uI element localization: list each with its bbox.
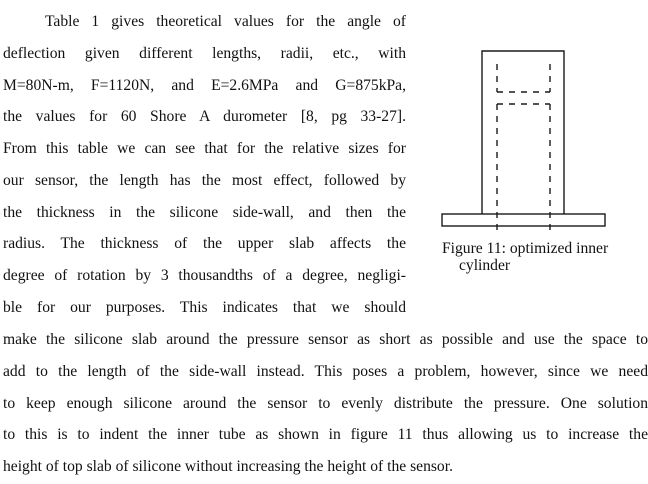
text-line: degree of rotation by 3 thousandths of a degree, negligi- [3, 267, 406, 284]
text-line: From this table we can see that for the relative sizes for [3, 140, 406, 157]
outer-cylinder-outline [482, 51, 564, 214]
figure-caption [442, 240, 642, 274]
text-line: our sensor, the length has the most effect, followed by [3, 171, 406, 189]
lower-inner-dashed-section [497, 104, 550, 230]
body-paragraph-bottom [3, 324, 648, 483]
text-line: the values for 60 Shore A durometer [8, pg 33-27]. [3, 108, 406, 126]
text-line: M=80N-m, F=1120N, and E=2.6MPa and G=875kPa, [3, 76, 406, 94]
caption-line: Figure 11: optimized inner [442, 240, 609, 257]
inner-cylinder-diagram [440, 46, 608, 236]
body-paragraph-top [3, 6, 406, 324]
text-line: add to the length of the side-wall instead. This poses a problem, however, since we need [3, 362, 648, 380]
text-line: radius. The thickness of the upper slab affects the [3, 235, 406, 253]
text-line: deflection given different lengths, radii, etc., with [3, 44, 406, 62]
text-line: the thickness in the silicone side-wall, and then the [3, 203, 406, 221]
text-line: ble for our purposes. This indicates that we should [3, 298, 406, 316]
text-line: height of top slab of silicone without increasing the height of the sensor. [3, 458, 453, 475]
text-line: Table 1 gives theoretical values for the angle of [45, 13, 406, 30]
text-line: to this is to indent the inner tube as shown in figure 11 thus allowing us to increase the [3, 426, 648, 444]
base-plate [442, 214, 605, 226]
text-line: to keep enough silicone around the sensor to evenly distribute the pressure. One solution [3, 394, 648, 412]
caption-line: cylinder [459, 257, 511, 274]
upper-inner-dashed-section [497, 64, 550, 92]
text-line: make the silicone slab around the pressure sensor as short as possible and use the space to [3, 331, 648, 348]
